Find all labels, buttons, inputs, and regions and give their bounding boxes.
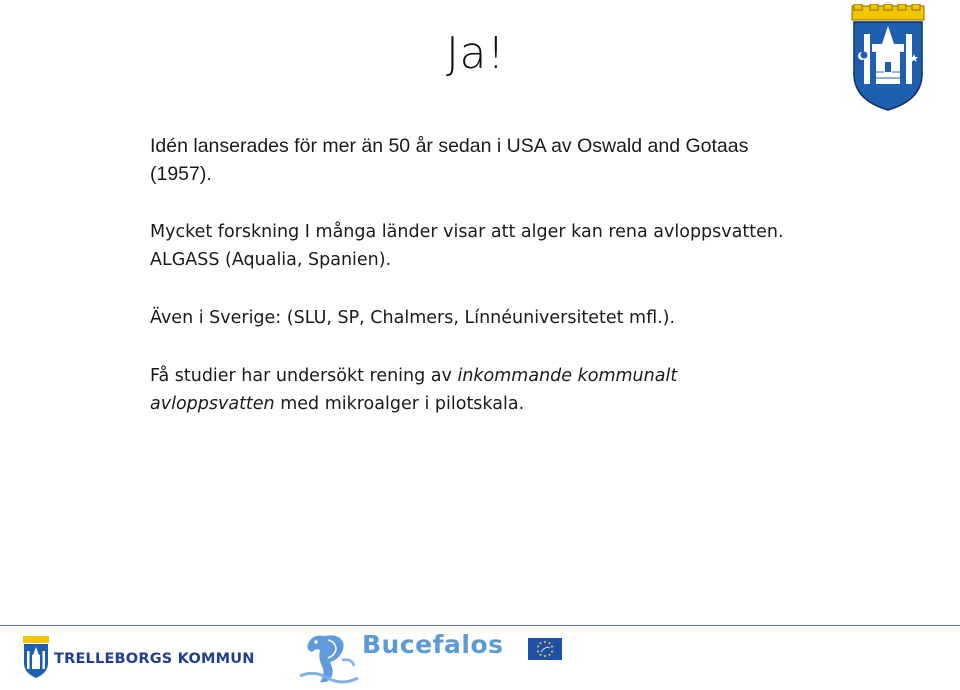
municipality-name: TRELLEBORGS KOMMUN <box>54 651 255 667</box>
seahorse-logo-icon <box>298 630 360 688</box>
coat-of-arms-icon <box>850 4 926 112</box>
eu-flag-icon <box>528 638 562 660</box>
coat-of-arms-icon <box>22 635 50 679</box>
paragraph-research <box>150 218 890 274</box>
project-name: Bucefalos <box>362 630 504 659</box>
footer-divider <box>0 625 960 626</box>
paragraph-line: (1957). <box>150 163 212 185</box>
body-text <box>150 132 890 418</box>
paragraph-text: Få studier har undersökt rening av <box>150 366 458 386</box>
paragraph-sweden <box>150 304 890 332</box>
paragraph-text: med mikroalger i pilotskala. <box>274 394 525 414</box>
paragraph-line: ALGASS (Aqualia, Spanien). <box>150 250 392 270</box>
paragraph-studies <box>150 362 890 418</box>
paragraph-line: Idén lanserades för mer än 50 år sedan i USA av Oswald and Gotaas <box>150 135 749 157</box>
paragraph-line: Även i Sverige: (SLU, SP, Chalmers, Línnéuniversitetet mfl.). <box>150 308 676 328</box>
paragraph-emphasis: avloppsvatten <box>150 394 275 414</box>
paragraph-line: Mycket forskning I många länder visar att alger kan rena avloppsvatten. <box>150 222 784 242</box>
paragraph-history <box>150 132 890 188</box>
paragraph-emphasis: inkommande kommunalt <box>457 366 678 386</box>
slide-title: Ja! <box>446 28 506 79</box>
